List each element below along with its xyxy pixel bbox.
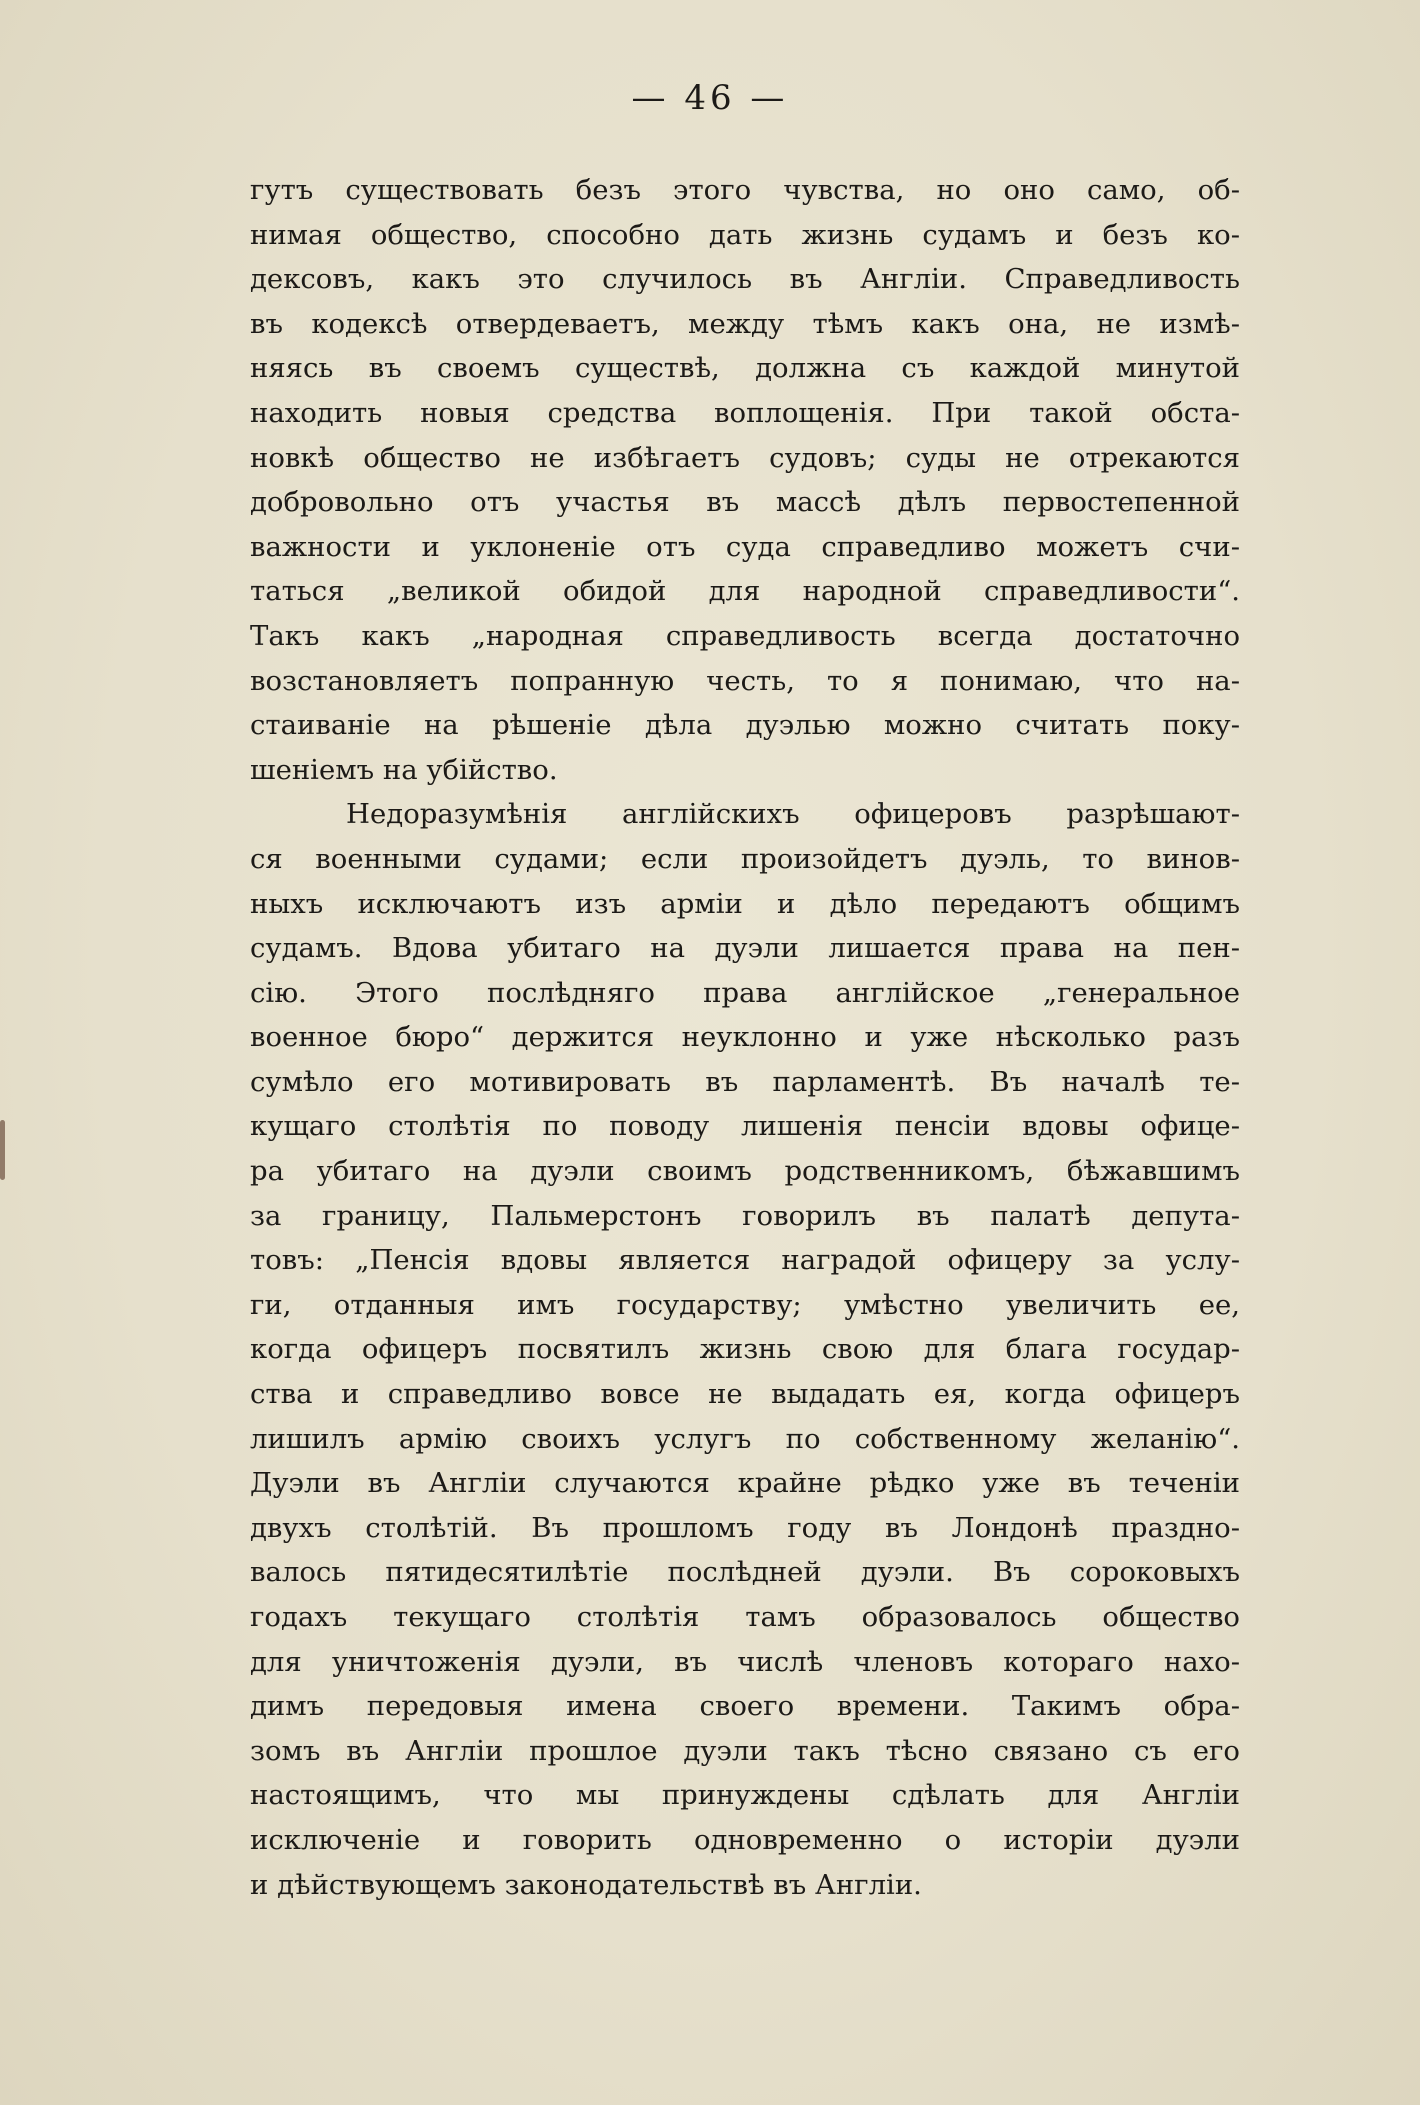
text-line: находить новыя средства воплощенія. При такой обста-: [250, 396, 1240, 429]
text-line: димъ передовыя имена своего времени. Такимъ обра-: [250, 1690, 1240, 1723]
text-line: настоящимъ, что мы принуждены сдѣлать для Англіи: [250, 1779, 1240, 1812]
text-line: товъ: „Пенсія вдовы является наградой офицеру за услу-: [250, 1244, 1240, 1277]
paragraph: [250, 792, 1240, 1907]
text-line: Недоразумѣнія англійскихъ офицеровъ разрѣшают-: [346, 798, 1240, 831]
text-line: въ кодексѣ отвердеваетъ, между тѣмъ какъ она, не измѣ-: [250, 307, 1240, 340]
text-line: ныхъ исключаютъ изъ арміи и дѣло передаютъ общимъ: [250, 887, 1240, 920]
text-line: годахъ текущаго столѣтія тамъ образовалось общество: [250, 1601, 1240, 1633]
text-line: военное бюро“ держится неуклонно и уже нѣсколько разъ: [250, 1021, 1240, 1054]
text-line: ра убитаго на дуэли своимъ родственникомъ, бѣжавшимъ: [250, 1155, 1240, 1188]
text-line: важности и уклоненіе отъ суда справедливо можетъ счи-: [250, 530, 1240, 563]
text-line: сумѣло его мотивировать въ парламентѣ. Въ началѣ те-: [250, 1065, 1240, 1098]
text-line: Такъ какъ „народная справедливость всегда достаточно: [250, 619, 1240, 652]
text-line: лишилъ армію своихъ услугъ по собственному желанію“.: [250, 1422, 1240, 1455]
text-line: сію. Этого послѣдняго права англійское „генеральное: [250, 976, 1240, 1009]
text-line: ства и справедливо вовсе не выдадать ея, когда офицеръ: [250, 1378, 1240, 1411]
text-line: Дуэли въ Англіи случаются крайне рѣдко уже въ теченіи: [250, 1467, 1240, 1500]
text-line: двухъ столѣтій. Въ прошломъ году въ Лондонѣ праздно-: [250, 1511, 1240, 1544]
text-line: шеніемъ на убійство.: [250, 753, 558, 786]
text-line: когда офицеръ посвятилъ жизнь свою для блага государ-: [250, 1333, 1240, 1366]
text-line: кущаго столѣтія по поводу лишенія пенсіи вдовы офице-: [250, 1110, 1240, 1143]
text-line: таться „великой обидой для народной справедливости“.: [250, 575, 1240, 608]
paragraph: [250, 168, 1240, 792]
text-line: валось пятидесятилѣтіе послѣдней дуэли. Въ сороковыхъ: [250, 1556, 1240, 1589]
text-line: стаиваніе на рѣшеніе дѣла дуэлью можно считать поку-: [250, 709, 1240, 742]
body-text: [250, 168, 1240, 1907]
text-line: за границу, Пальмерстонъ говорилъ въ палатѣ депута-: [250, 1199, 1240, 1232]
text-line: нимая общество, способно дать жизнь судамъ и безъ ко-: [250, 218, 1240, 251]
text-line: исключеніе и говорить одновременно о исторіи дуэли: [250, 1823, 1240, 1856]
text-line: судамъ. Вдова убитаго на дуэли лишается права на пен-: [250, 932, 1240, 965]
text-line: ся военными судами; если произойдетъ дуэль, то винов-: [250, 842, 1240, 875]
text-line: зомъ въ Англіи прошлое дуэли такъ тѣсно связано съ его: [250, 1734, 1240, 1767]
text-line: гутъ существовать безъ этого чувства, но оно само, об-: [250, 174, 1240, 206]
text-line: для уничтоженія дуэли, въ числѣ членовъ котораго нахо-: [250, 1645, 1240, 1678]
text-line: ги, отданныя имъ государству; умѣстно увеличить ее,: [250, 1288, 1240, 1321]
text-line: новкѣ общество не избѣгаетъ судовъ; суды не отрекаются: [250, 441, 1240, 474]
page-number: — 46 —: [631, 78, 789, 118]
margin-ink-mark: [0, 1120, 5, 1180]
text-line: дексовъ, какъ это случилось въ Англіи. Справедливость: [250, 263, 1240, 296]
text-line: и дѣйствующемъ законодательствѣ въ Англіи.: [250, 1868, 922, 1901]
text-line: возстановляетъ попранную честь, то я понимаю, что на-: [250, 664, 1240, 697]
text-line: няясь въ своемъ существѣ, должна съ каждой минутой: [250, 352, 1240, 385]
text-line: добровольно отъ участья въ массѣ дѣлъ первостепенной: [250, 486, 1240, 519]
